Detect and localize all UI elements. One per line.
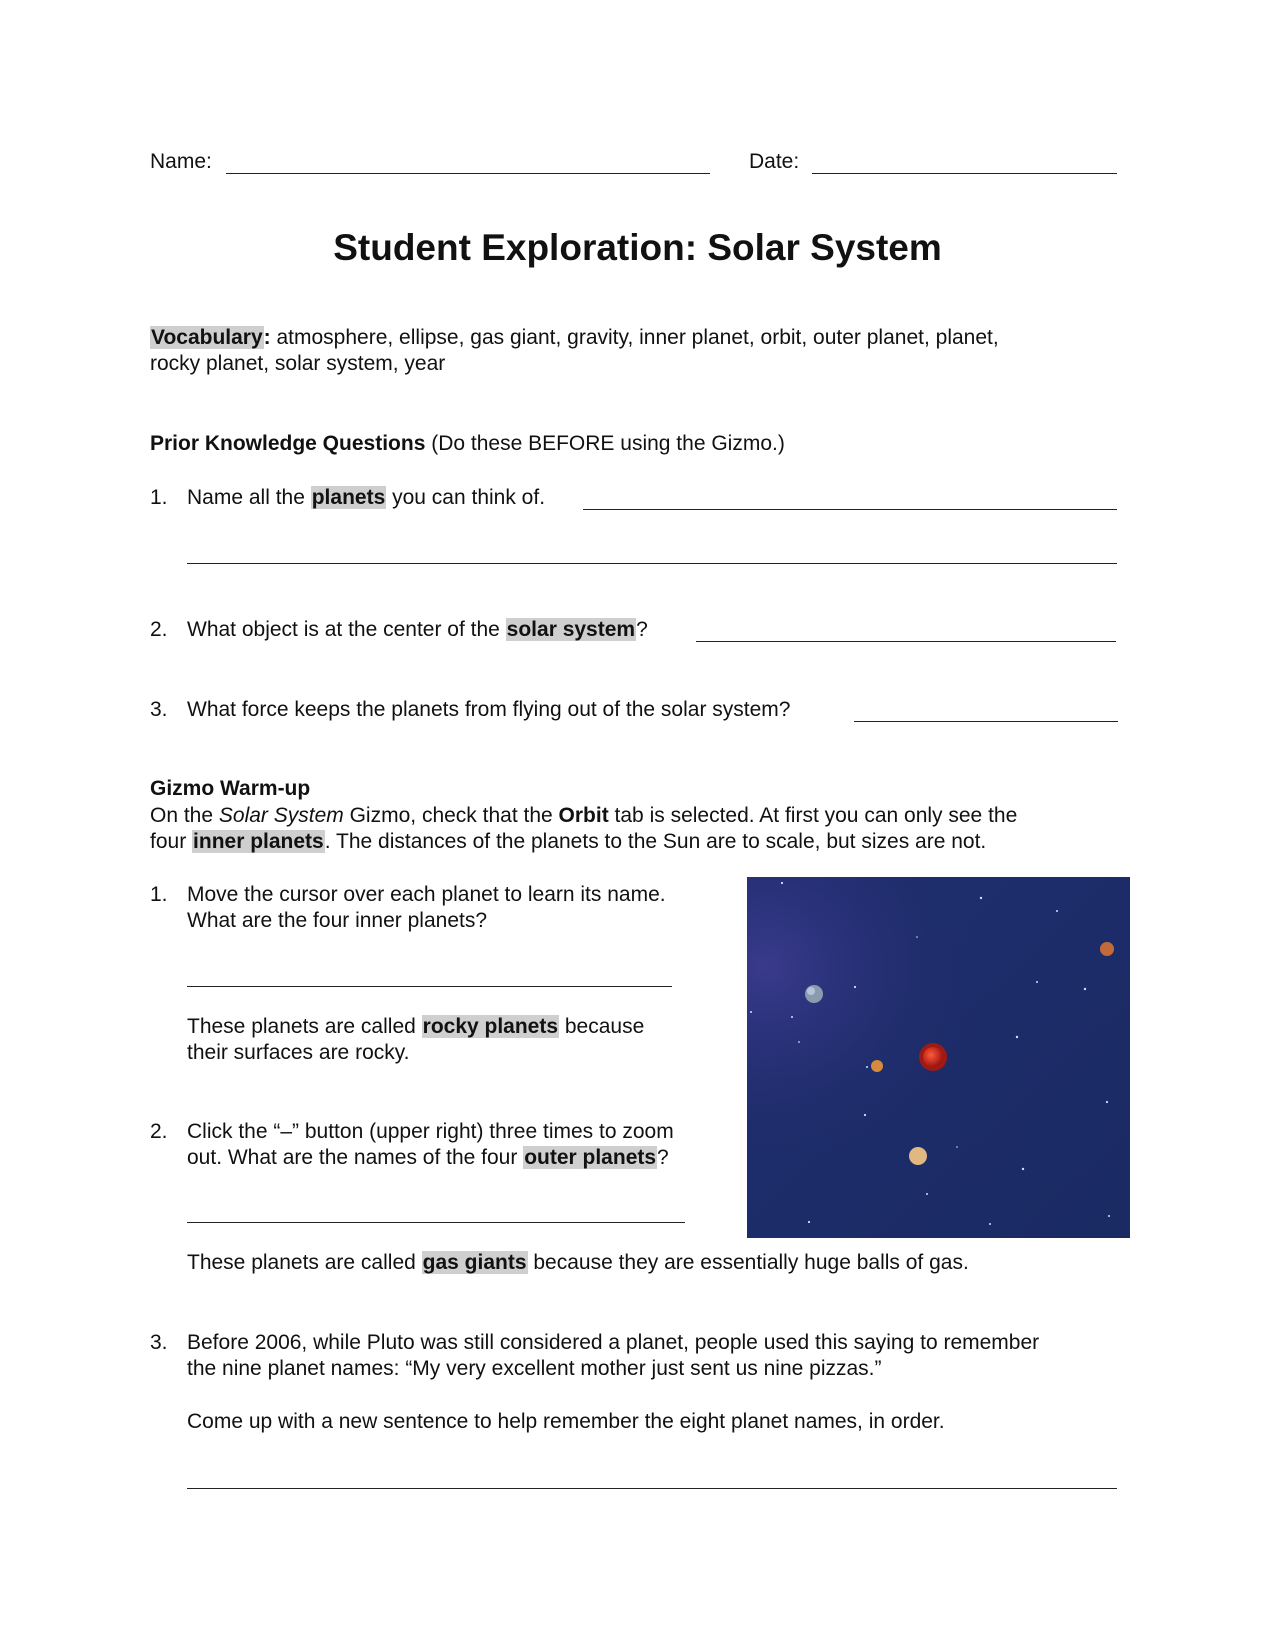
pk-q2-answer-blank[interactable]: [696, 641, 1116, 642]
wu-q2-line2-after: ?: [657, 1146, 669, 1169]
pk-q1-text: [187, 485, 545, 511]
wu-q2-answer-blank[interactable]: [187, 1222, 685, 1223]
warmup-heading: Gizmo Warm-up: [150, 777, 311, 800]
earth-like-planet[interactable]: [805, 985, 823, 1003]
wu-q2-line2-term: outer planets: [524, 1146, 657, 1169]
wu-q1-number: 1.: [150, 883, 168, 906]
wu-q2-line-1: Click the “–” button (upper right) three times to zoom: [187, 1120, 674, 1143]
space-scene: [747, 877, 1130, 1238]
vocabulary-line-1: [150, 325, 999, 351]
warmup-intro2-part-2: . The distances of the planets to the Sun are to scale, but sizes are not.: [324, 830, 987, 853]
pk-q2-text: [187, 617, 648, 643]
pk-q1-answer-blank-1[interactable]: [583, 509, 1117, 510]
venus-like-planet[interactable]: [909, 1147, 927, 1165]
mars-like-planet[interactable]: [1100, 942, 1114, 956]
name-blank[interactable]: [226, 173, 710, 174]
wu-q1-note-line-1: [187, 1014, 644, 1040]
pk-q1-after: you can think of.: [386, 486, 546, 509]
page-title: Student Exploration: Solar System: [333, 227, 942, 268]
wu-q3-line-2: the nine planet names: “My very excellent mother just sent us nine pizzas.”: [187, 1357, 882, 1380]
gizmo-screenshot: [747, 877, 1130, 1238]
warmup-intro-part-1: On the: [150, 804, 219, 827]
warmup-intro-orbit: Orbit: [558, 804, 609, 827]
warmup-intro-part-3: tab is selected. At first you can only see the: [608, 804, 1018, 827]
warmup-intro2-part-1: four: [150, 830, 193, 853]
vocabulary-line-2: rocky planet, solar system, year: [150, 352, 446, 375]
mercury-like-planet[interactable]: [871, 1060, 883, 1072]
pk-q1-answer-blank-2[interactable]: [187, 563, 1117, 564]
wu-q2-note-term: gas giants: [422, 1251, 527, 1274]
vocabulary-label: Vocabulary: [151, 326, 263, 349]
wu-q2-note-before: These planets are called: [187, 1251, 422, 1274]
warmup-intro2-term: inner planets: [193, 830, 324, 853]
wu-q1-answer-blank[interactable]: [187, 986, 672, 987]
warmup-intro-line-1: [150, 803, 1017, 829]
wu-q3-line-1: Before 2006, while Pluto was still considered a planet, people used this saying to remember: [187, 1331, 1040, 1354]
pk-q2-after: ?: [636, 618, 648, 641]
prior-knowledge-title: Prior Knowledge Questions: [150, 432, 426, 455]
wu-q1-line-1: Move the cursor over each planet to learn its name.: [187, 883, 666, 906]
wu-q2-line-2: [187, 1145, 669, 1171]
pk-q1-number: 1.: [150, 486, 168, 509]
wu-q1-note-line-2: their surfaces are rocky.: [187, 1041, 410, 1064]
wu-q1-note-before: These planets are called: [187, 1015, 422, 1038]
prior-knowledge-note: (Do these BEFORE using the Gizmo.): [425, 432, 785, 455]
prior-knowledge-heading: [150, 431, 785, 457]
pk-q3-answer-blank[interactable]: [854, 721, 1118, 722]
wu-q2-line2-before: out. What are the names of the four: [187, 1146, 524, 1169]
pk-q3-text: What force keeps the planets from flying out of the solar system?: [187, 698, 791, 721]
warmup-intro-part-2: Gizmo, check that the: [343, 804, 559, 827]
sun-core: [923, 1047, 943, 1067]
earth-highlight: [807, 987, 815, 995]
wu-q2-note: [187, 1250, 969, 1276]
pk-q2-before: What object is at the center of the: [187, 618, 506, 641]
wu-q2-number: 2.: [150, 1120, 168, 1143]
name-label: Name:: [150, 150, 212, 173]
date-blank[interactable]: [812, 173, 1117, 174]
pk-q2-term: solar system: [506, 618, 636, 641]
warmup-intro-italic: Solar System: [218, 804, 344, 827]
wu-q1-line-2: What are the four inner planets?: [187, 909, 488, 932]
wu-q1-note-after: because: [559, 1015, 645, 1038]
vocabulary-terms-1: atmosphere, ellipse, gas giant, gravity, inner planet, orbit, outer planet, planet,: [270, 326, 999, 349]
wu-q3-number: 3.: [150, 1331, 168, 1354]
pk-q1-term: planets: [311, 486, 386, 509]
pk-q1-before: Name all the: [187, 486, 311, 509]
date-label: Date:: [749, 150, 800, 173]
warmup-intro-line-2: [150, 829, 986, 855]
pk-q2-number: 2.: [150, 618, 168, 641]
vocabulary-colon: :: [263, 326, 271, 349]
wu-q1-note-term: rocky planets: [422, 1015, 559, 1038]
wu-q3-answer-blank[interactable]: [187, 1488, 1117, 1489]
pk-q3-number: 3.: [150, 698, 168, 721]
wu-q2-note-after: because they are essentially huge balls of gas.: [527, 1251, 969, 1274]
wu-q3-prompt: Come up with a new sentence to help remember the eight planet names, in order.: [187, 1410, 945, 1433]
